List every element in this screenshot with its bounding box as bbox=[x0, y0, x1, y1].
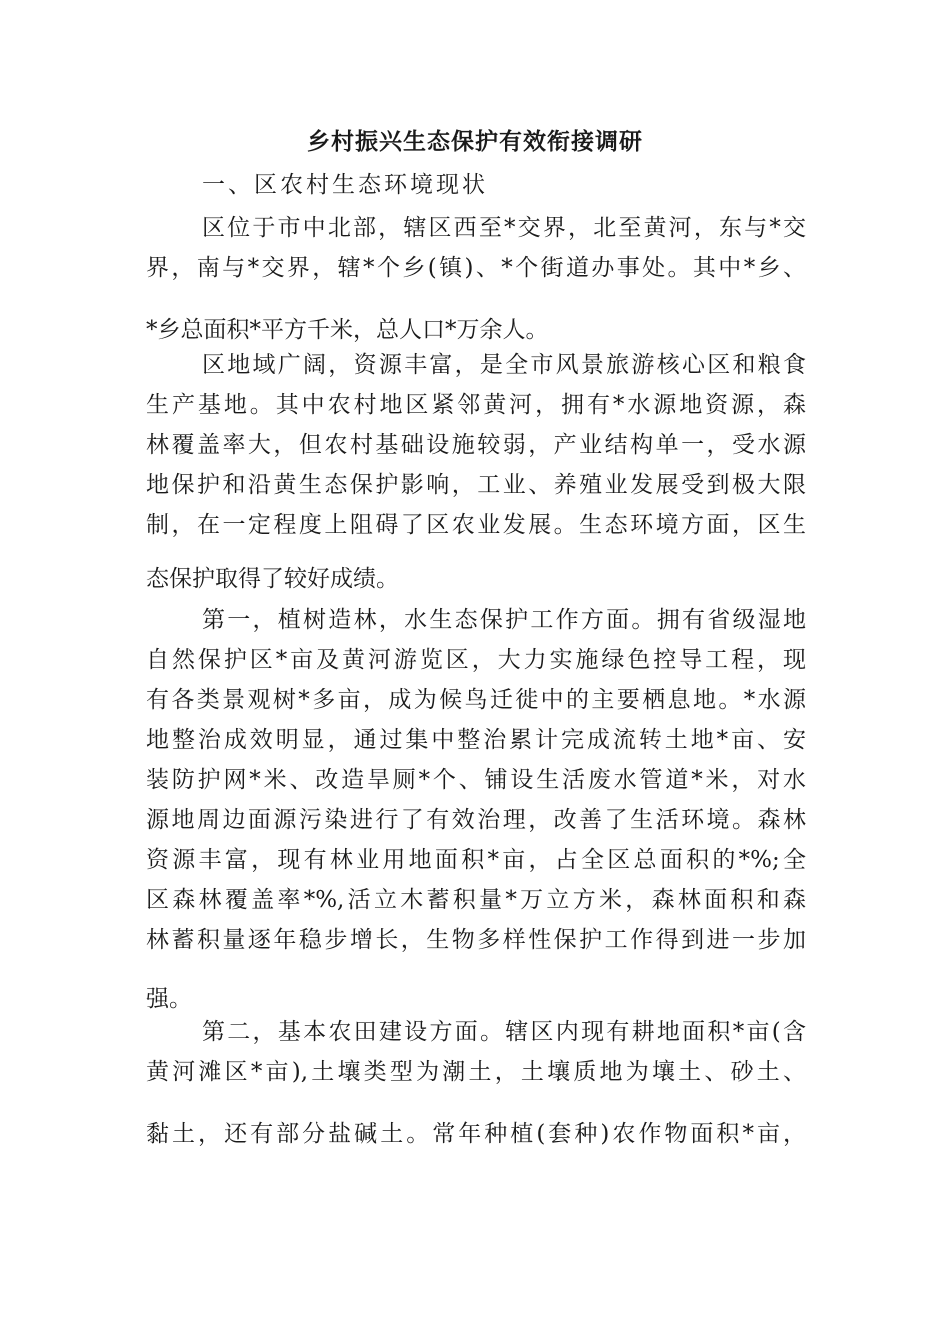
paragraph-line: 强。 bbox=[146, 986, 192, 1012]
paragraph-line: 区森林覆盖率*%,活立木蓄积量*万立方米，森林面积和森 bbox=[146, 887, 806, 913]
paragraph-line: 第二，基本农田建设方面。辖区内现有耕地面积*亩(含 bbox=[202, 1019, 806, 1045]
paragraph-line: 生产基地。其中农村地区紧邻黄河，拥有*水源地资源，森 bbox=[146, 392, 806, 418]
paragraph-line: 态保护取得了较好成绩。 bbox=[146, 566, 399, 592]
paragraph-line: 第一，植树造林，水生态保护工作方面。拥有省级湿地 bbox=[202, 607, 806, 633]
paragraph-line: 制，在一定程度上阻碍了区农业发展。生态环境方面，区生 bbox=[146, 512, 806, 538]
paragraph-2 bbox=[146, 345, 806, 599]
paragraph-line: 黄河滩区*亩),土壤类型为潮土，土壤质地为壤土、砂土、 bbox=[146, 1059, 806, 1085]
paragraph-line: 有各类景观树*多亩，成为候鸟迁徙中的主要栖息地。*水源 bbox=[146, 687, 806, 713]
section-heading: 一、区农村生态环境现状 bbox=[202, 172, 488, 198]
paragraph-line: 地整治成效明显，通过集中整治累计完成流转土地*亩、安 bbox=[146, 727, 806, 753]
paragraph-line: 林覆盖率大，但农村基础设施较弱，产业结构单一，受水源 bbox=[146, 432, 806, 458]
paragraph-line: 装防护网*米、改造旱厕*个、铺设生活废水管道*米，对水 bbox=[146, 767, 806, 793]
paragraph-3 bbox=[146, 600, 806, 1019]
paragraph-4 bbox=[146, 1012, 806, 1154]
paragraph-line: 区位于市中北部，辖区西至*交界，北至黄河，东与*交 bbox=[202, 215, 806, 241]
paragraph-line: 区地域广阔，资源丰富，是全市风景旅游核心区和粮食 bbox=[202, 352, 806, 378]
paragraph-line: 地保护和沿黄生态保护影响，工业、养殖业发展受到极大限 bbox=[146, 472, 806, 498]
paragraph-line: *乡总面积*平方千米，总人口*万余人。 bbox=[146, 317, 549, 343]
document-title: 乡村振兴生态保护有效衔接调研 bbox=[307, 129, 643, 155]
paragraph-line: 资源丰富，现有林业用地面积*亩，占全区总面积的*%;全 bbox=[146, 847, 806, 873]
paragraph-line: 黏土，还有部分盐碱土。常年种植(套种)农作物面积*亩， bbox=[146, 1121, 806, 1147]
paragraph-line: 界，南与*交界，辖*个乡(镇)、*个街道办事处。其中*乡、 bbox=[146, 255, 806, 281]
paragraph-line: 林蓄积量逐年稳步增长，生物多样性保护工作得到进一步加 bbox=[146, 927, 806, 953]
paragraph-line: 源地周边面源污染进行了有效治理，改善了生活环境。森林 bbox=[146, 807, 806, 833]
paragraph-line: 自然保护区*亩及黄河游览区，大力实施绿色控导工程，现 bbox=[146, 647, 806, 673]
paragraph-1 bbox=[146, 208, 806, 350]
